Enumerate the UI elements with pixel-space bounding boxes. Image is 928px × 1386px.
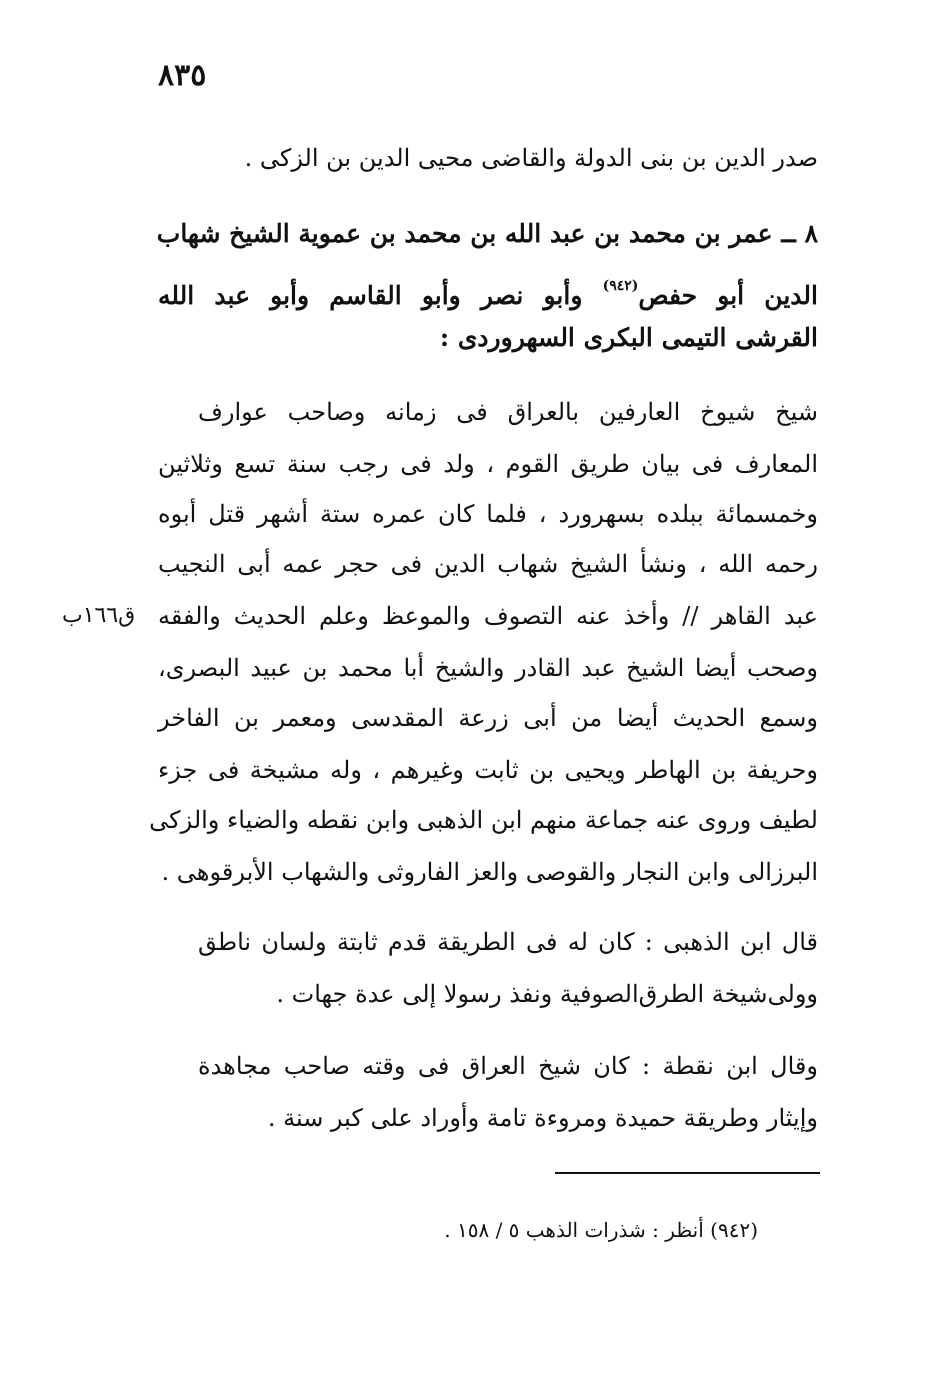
entry-heading-line-3: القرشى التيمى البكرى السهروردى : xyxy=(439,323,818,352)
entry-heading-kunyas: وأبو نصر وأبو القاسم وأبو عبد الله xyxy=(158,281,583,310)
paragraph-line: البرزالى وابن النجار والقوصى والعز الفاروثى والشهاب الأبرقوهى . xyxy=(161,858,818,886)
paragraph-line: وقال ابن نقطة : كان شيخ العراق فى وقته صاحب مجاهدة xyxy=(198,1052,818,1080)
paragraph-line: وإيثار وطريقة حميدة ومروءة تامة وأوراد على كبر سنة . xyxy=(267,1104,818,1132)
manuscript-margin-note: ق١٦٦ب xyxy=(62,603,136,628)
paragraph-line: وسمع الحديث أيضا من أبى زرعة المقدسى ومعمر بن الفاخر xyxy=(158,704,818,732)
paragraph-line: قال ابن الذهبى : كان له فى الطريقة قدم ثابتة ولسان ناطق xyxy=(198,928,818,956)
paragraph-line: المعارف فى بيان طريق القوم ، ولد فى رجب سنة تسع وثلاثين xyxy=(158,450,818,478)
intro-line: صدر الدين بن بنى الدولة والقاضى محيى الدين بن الزكى . xyxy=(244,144,818,172)
footnote: (٩٤٢) أنظر : شذرات الذهب ٥ / ١٥٨ . xyxy=(444,1218,758,1242)
footnote-divider xyxy=(555,1172,820,1174)
entry-heading-name: الدين أبو حفص xyxy=(638,281,818,310)
paragraph-line: وولى‌شيخة الطرق‌الصوفية ونفذ رسولا إلى عدة جهات . xyxy=(276,980,818,1008)
paragraph-line: شيخ شيوخ العارفين بالعراق فى زمانه وصاحب عوارف xyxy=(198,398,818,426)
paragraph-line: لطيف وروى عنه جماعة منهم ابن الذهبى وابن نقطه والضياء والزكى xyxy=(149,806,818,834)
paragraph-line: وصحب أيضا الشيخ عبد القادر والشيخ أبا محمد بن عبيد البصرى، xyxy=(158,654,818,682)
paragraph-line: وخمسمائة ببلده بسهرورد ، فلما كان عمره ستة أشهر قتل أبوه xyxy=(158,500,818,528)
paragraph-line: عبد القاهر // وأخذ عنه التصوف والموعظ وعلم الحديث والفقه xyxy=(158,602,818,630)
footnote-ref: (٩٤٢) xyxy=(602,278,639,294)
entry-heading-line-1: ٨ ــ عمر بن محمد بن عبد الله بن محمد بن عموية الشيخ شهاب xyxy=(156,219,818,248)
page-number: ٨٣٥ xyxy=(158,58,207,93)
paragraph-line: رحمه الله ، ونشأ الشيخ شهاب الدين فى حجر عمه أبى النجيب xyxy=(158,550,818,578)
entry-heading-line-2 xyxy=(158,266,818,316)
paragraph-line: وحريفة بن الهاطر ويحيى بن ثابت وغيرهم ، وله مشيخة فى جزء xyxy=(158,756,818,784)
